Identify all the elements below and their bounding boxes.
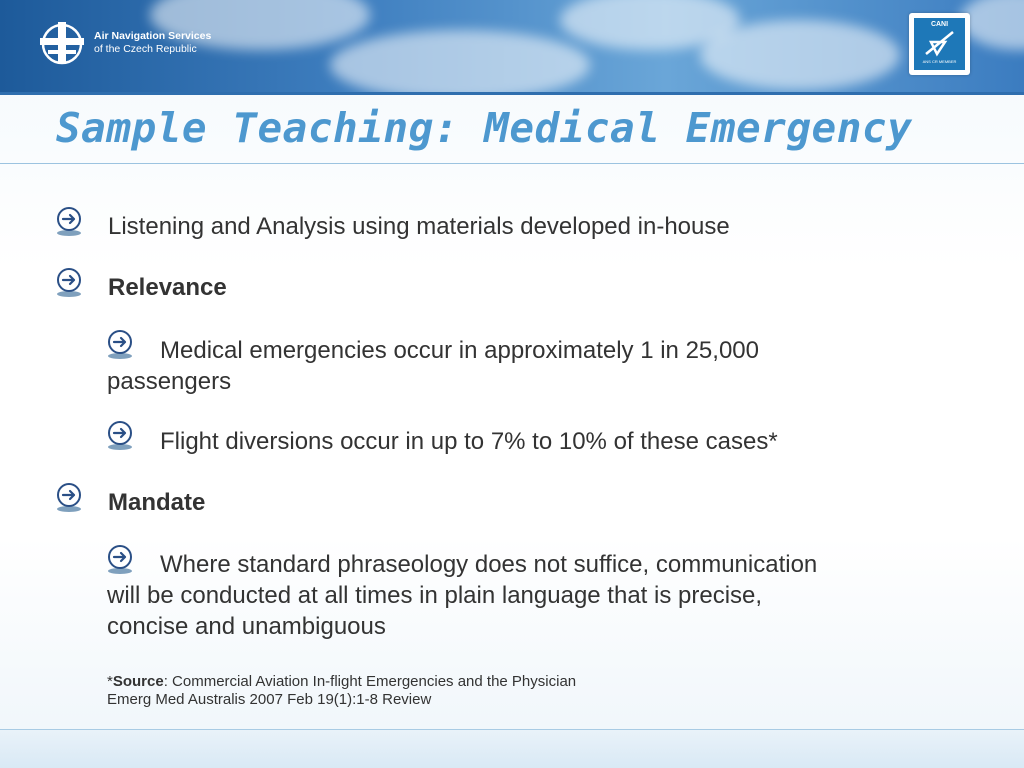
footer-band: [0, 730, 1024, 768]
sub-bullet-standard-phraseology: Where standard phraseology does not suffice, communication: [160, 551, 818, 578]
header-banner: [0, 0, 1024, 92]
title-divider: [0, 163, 1024, 164]
sub-bullet-standard-phraseology-cont2: concise and unambiguous: [107, 613, 386, 640]
arrow-bullet-icon: [56, 268, 82, 298]
sub-bullet-standard-phraseology-cont: will be conducted at all times in plain language that is precise,: [107, 582, 763, 609]
source-citation: [107, 673, 576, 709]
cani-badge-label: CANI: [930, 21, 949, 28]
bullet-mandate: Mandate: [108, 489, 206, 516]
cani-badge-subtitle: ANS CR MEMBER: [922, 59, 957, 64]
airplane-icon: [923, 28, 957, 58]
sub-bullet-flight-diversions: Flight diversions occur in up to 7% to 10% of these cases*: [160, 428, 778, 455]
header-divider: [0, 92, 1024, 95]
source-asterisk: *: [107, 673, 113, 690]
arrow-bullet-icon: [56, 483, 82, 513]
ans-emblem-icon: [38, 20, 88, 66]
source-label: Source: [112, 673, 164, 690]
sub-bullet-medical-emergencies: Medical emergencies occur in approximately 1 in 25,000: [160, 337, 759, 364]
source-reference: Emerg Med Australis 2007 Feb 19(1):1-8 Review: [107, 691, 432, 708]
org-name-line1: Air Navigation Services: [94, 30, 212, 42]
slide-title: Sample Teaching: Medical Emergency: [56, 104, 913, 152]
source-text: : Commercial Aviation In-flight Emergencies and the Physician: [163, 673, 577, 690]
bullet-relevance: Relevance: [108, 274, 227, 301]
org-name-line2: of the Czech Republic: [94, 43, 197, 55]
cloud-decoration: [330, 30, 590, 92]
arrow-bullet-icon: [107, 421, 133, 451]
ans-logo: [38, 20, 211, 66]
cani-badge: [909, 13, 970, 75]
sub-bullet-medical-emergencies-cont: passengers: [107, 368, 232, 395]
arrow-bullet-icon: [107, 545, 133, 575]
arrow-bullet-icon: [56, 207, 82, 237]
bullet-listening-analysis: Listening and Analysis using materials developed in-house: [108, 213, 730, 240]
arrow-bullet-icon: [107, 330, 133, 360]
cloud-decoration: [700, 20, 900, 90]
